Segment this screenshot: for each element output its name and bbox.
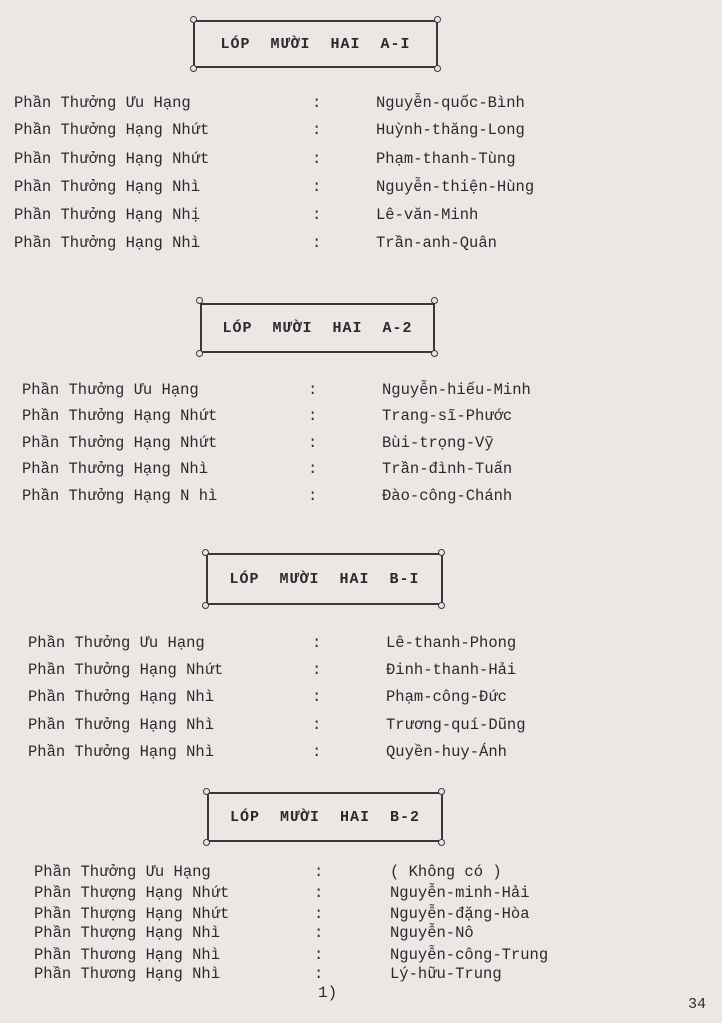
table-row	[34, 904, 634, 924]
student-name: Nguyễn-thiện-Hùng	[376, 178, 535, 196]
page-number: 1)	[318, 984, 338, 1002]
student-name: Huỳnh-thăng-Long	[376, 121, 525, 139]
award-label: Phần Thưởng Hạng N hì	[22, 487, 218, 505]
box-corner	[190, 16, 197, 23]
box-corner	[431, 297, 438, 304]
box-corner	[196, 297, 203, 304]
award-label: Phần Thương Hạng Nhì	[34, 946, 221, 964]
student-name: Đinh-thanh-Hải	[386, 661, 517, 679]
separator: :	[312, 661, 322, 679]
award-label: Phần Thưởng Hạng Nhì	[22, 460, 209, 478]
student-name: Phạm-công-Đức	[386, 688, 507, 706]
section-title: LÓP MƯỜI HAI A-I	[220, 35, 411, 53]
separator: :	[308, 381, 318, 399]
student-name: Lý-hữu-Trung	[390, 965, 502, 983]
table-row	[28, 631, 628, 655]
table-row	[34, 883, 634, 903]
separator: :	[308, 460, 318, 478]
section-title-box	[206, 553, 443, 605]
award-label: Phần Thưởng Ưu Hạng	[14, 94, 191, 112]
separator: :	[314, 863, 324, 881]
separator: :	[312, 688, 322, 706]
student-name: Phạm-thanh-Tùng	[376, 150, 516, 168]
table-row	[28, 740, 628, 764]
student-name: ( Không có )	[390, 863, 502, 881]
student-name: Lê-văn-Minh	[376, 206, 479, 224]
box-corner	[438, 788, 445, 795]
award-label: Phần Thưởng Hạng Nhị	[14, 206, 201, 224]
separator: :	[314, 924, 324, 942]
separator: :	[312, 121, 322, 139]
box-corner	[202, 549, 209, 556]
student-name: Đào-công-Chánh	[382, 487, 513, 505]
student-name: Nguyễn-quốc-Bình	[376, 94, 525, 112]
table-row	[34, 923, 634, 943]
award-label: Phần Thưởng Hạng Nhứt	[14, 121, 210, 139]
separator: :	[312, 150, 322, 168]
box-corner	[434, 65, 441, 72]
section-title-box	[207, 792, 443, 842]
box-corner	[203, 788, 210, 795]
separator: :	[312, 206, 322, 224]
student-name: Nguyễn-hiếu-Minh	[382, 381, 531, 399]
student-name: Trang-sĩ-Phước	[382, 407, 513, 425]
box-corner	[438, 549, 445, 556]
box-corner	[202, 602, 209, 609]
table-row	[34, 945, 634, 965]
table-row	[14, 175, 614, 199]
separator: :	[314, 946, 324, 964]
student-name: Lê-thanh-Phong	[386, 634, 517, 652]
table-row	[22, 431, 622, 455]
award-label: Phần Thượng Hạng Nhì	[34, 924, 221, 942]
table-row	[14, 231, 614, 255]
award-label: Phần Thưởng Hạng Nhứt	[14, 150, 210, 168]
student-name: Trần-anh-Quân	[376, 234, 497, 252]
separator: :	[308, 487, 318, 505]
award-label: Phần Thưởng Hạng Nhì	[28, 743, 215, 761]
student-name: Trần-đình-Tuấn	[382, 460, 513, 478]
award-label: Phần Thượng Hạng Nhứt	[34, 884, 230, 902]
award-label: Phần Thưởng Ưu Hạng	[28, 634, 205, 652]
box-corner	[196, 350, 203, 357]
box-corner	[434, 16, 441, 23]
box-corner	[438, 602, 445, 609]
award-label: Phần Thưởng Hạng Nhứt	[28, 661, 224, 679]
table-row	[34, 862, 634, 882]
table-row	[14, 118, 614, 142]
table-row	[22, 484, 622, 508]
award-label: Phần Thưởng Hạng Nhứt	[22, 434, 218, 452]
student-name: Nguyễn-đặng-Hòa	[390, 905, 530, 923]
section-title: LÓP MƯỜI HAI B-I	[229, 570, 420, 588]
award-label: Phần Thưởng Ưu Hạng	[34, 863, 211, 881]
award-label: Phần Thương Hạng Nhì	[34, 965, 221, 983]
student-name: Quyền-huy-Ánh	[386, 743, 507, 761]
award-label: Phần Thưởng Hạng Nhứt	[22, 407, 218, 425]
table-row	[22, 457, 622, 481]
section-title-box	[193, 20, 438, 68]
table-row	[28, 685, 628, 709]
section-title-box	[200, 303, 435, 353]
box-corner	[431, 350, 438, 357]
student-name: Nguyễn-công-Trung	[390, 946, 549, 964]
award-label: Phần Thượng Hạng Nhứt	[34, 905, 230, 923]
box-corner	[190, 65, 197, 72]
separator: :	[308, 407, 318, 425]
box-corner	[438, 839, 445, 846]
table-row	[22, 404, 622, 428]
award-label: Phần Thưởng Hạng Nhì	[28, 716, 215, 734]
section-title: LÓP MƯỜI HAI B-2	[229, 808, 421, 826]
separator: :	[314, 965, 324, 983]
table-row	[14, 203, 614, 227]
separator: :	[312, 234, 322, 252]
box-corner	[203, 839, 210, 846]
table-row	[14, 147, 614, 171]
award-label: Phần Thưởng Hạng Nhì	[14, 178, 201, 196]
table-row	[28, 658, 628, 682]
table-row	[28, 713, 628, 737]
separator: :	[312, 94, 322, 112]
student-name: Nguyễn-minh-Hải	[390, 884, 530, 902]
award-label: Phần Thưởng Hạng Nhì	[28, 688, 215, 706]
table-row	[22, 378, 622, 402]
student-name: Nguyễn-Nô	[390, 924, 474, 942]
section-title: LÓP MƯỜI HAI A-2	[222, 319, 413, 337]
folio-number: 34	[688, 996, 707, 1013]
separator: :	[312, 178, 322, 196]
award-label: Phần Thưởng Ưu Hạng	[22, 381, 199, 399]
table-row	[34, 964, 634, 984]
student-name: Bùi-trọng-Vỹ	[382, 434, 494, 452]
separator: :	[312, 743, 322, 761]
table-row	[14, 91, 614, 115]
separator: :	[312, 716, 322, 734]
separator: :	[308, 434, 318, 452]
award-label: Phần Thưởng Hạng Nhì	[14, 234, 201, 252]
separator: :	[314, 905, 324, 923]
separator: :	[312, 634, 322, 652]
student-name: Trương-quí-Dũng	[386, 716, 526, 734]
separator: :	[314, 884, 324, 902]
